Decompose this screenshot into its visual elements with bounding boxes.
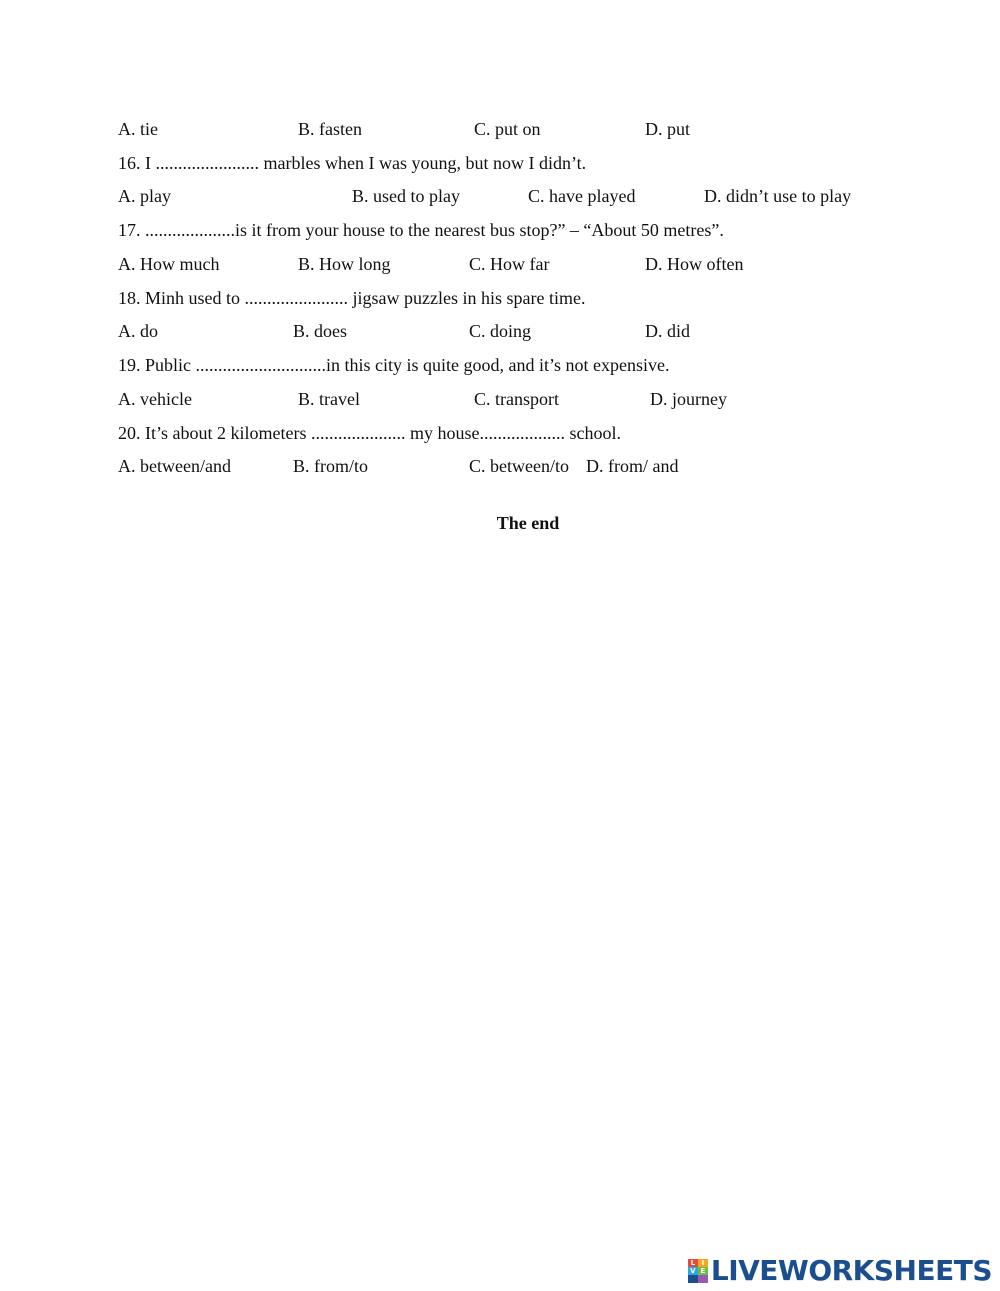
question-20-stem [0,418,1000,448]
option-a: A. do [118,321,158,341]
option-b: B. fasten [298,119,362,139]
options-row-18 [0,316,1000,346]
option-a: A. How much [118,254,220,274]
question-17-stem [0,215,1000,245]
option-d: D. from/ and [586,456,679,476]
question-18-stem [0,283,1000,313]
option-a: A. vehicle [118,389,192,409]
option-c: C. How far [469,254,550,274]
option-b: B. travel [298,389,360,409]
option-d: D. put [645,119,690,139]
question-text: 20. It’s about 2 kilometers ..................... my house................... school. [118,423,621,443]
option-d: D. How often [645,254,744,274]
option-d: D. did [645,321,690,341]
options-row-16 [0,181,1000,211]
liveworksheets-logo [688,1254,992,1288]
logo-tile [688,1275,698,1283]
option-a: A. tie [118,119,158,139]
end-heading: The end [496,513,560,533]
option-a: A. between/and [118,456,231,476]
question-19-stem [0,350,1000,380]
logo-tile: E [698,1267,708,1275]
question-text: 17. ....................is it from your house to the nearest bus stop?” – “About 50 metres”. [118,220,724,240]
option-c: C. transport [474,389,559,409]
option-b: B. from/to [293,456,368,476]
question-text: 18. Minh used to ....................... jigsaw puzzles in his spare time. [118,288,586,308]
logo-tile: V [688,1267,698,1275]
question-16-stem [0,148,1000,178]
option-b: B. How long [298,254,391,274]
logo-wordmark: LIVEWORKSHEETS [710,1254,992,1287]
option-c: C. between/to [469,456,569,476]
question-text: 16. I ....................... marbles when I was young, but now I didn’t. [118,153,587,173]
option-a: A. play [118,186,171,206]
option-c: C. doing [469,321,532,341]
logo-tiles-icon [688,1259,708,1283]
options-row-19 [0,384,1000,414]
question-text: 19. Public .............................in this city is quite good, and it’s not expensive. [118,355,670,375]
option-c: C. have played [528,186,636,206]
option-c: C. put on [474,119,541,139]
logo-tile [698,1275,708,1283]
logo-tile: L [688,1259,698,1267]
options-row-20 [0,451,1000,481]
logo-tile: I [698,1259,708,1267]
option-d: D. journey [650,389,727,409]
options-row-15 [0,114,1000,144]
option-b: B. does [293,321,347,341]
options-row-17 [0,249,1000,279]
option-b: B. used to play [352,186,460,206]
option-d: D. didn’t use to play [704,186,852,206]
